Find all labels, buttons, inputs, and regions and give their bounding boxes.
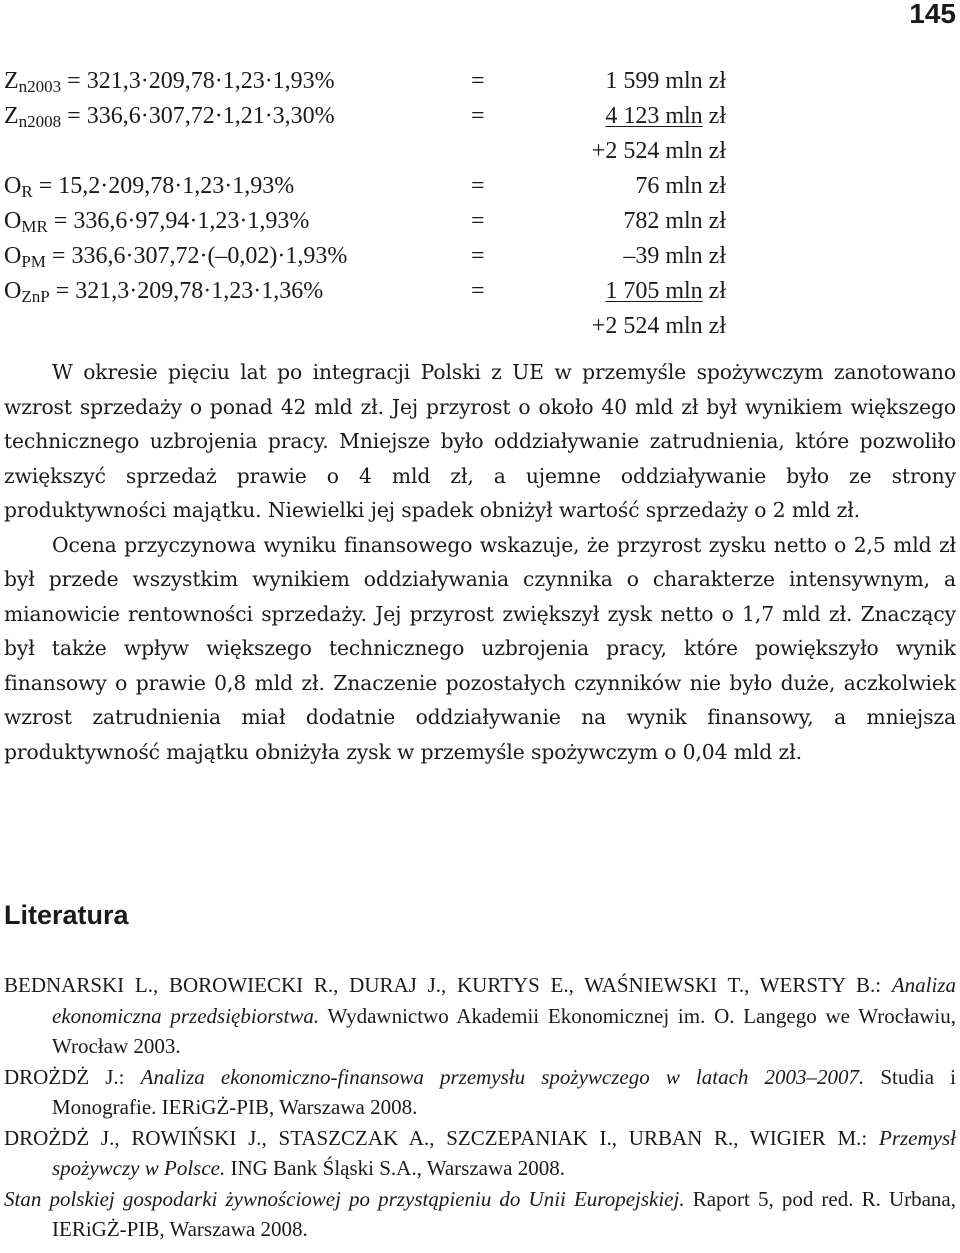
equation-subscript: n2008 [18, 112, 62, 131]
reference-title: Przemysł spożywczy w Polsce. [52, 1125, 956, 1180]
equation-symbol: O [4, 173, 22, 199]
reference-item [4, 1184, 956, 1245]
equation-result [592, 309, 726, 344]
equation-expression: = 336,6·97,94·1,23·1,93% [47, 208, 310, 234]
equation-symbol: Z [4, 68, 19, 94]
equals-sign: = [471, 68, 485, 94]
equation-result [592, 134, 726, 169]
equation-result [623, 239, 726, 274]
equation-row [4, 204, 764, 239]
equation-lhs [4, 204, 309, 244]
equation-result [605, 64, 726, 99]
equals-sign: = [471, 278, 485, 304]
reference-authors: DROŻDŻ J., ROWIŃSKI J., STASZCZAK A., SZCZEPANIAK I., URBAN R., WIGIER M.: [4, 1125, 879, 1150]
equation-expression: = 321,3·209,78·1,23·1,36% [49, 278, 324, 304]
equation-row [4, 99, 764, 134]
result-value: +2 524 mln [591, 138, 703, 164]
equation-expression: = 321,3·209,78·1,23·1,93% [61, 68, 335, 94]
equation-subscript: ZnP [21, 287, 50, 306]
reference-title: Analiza ekonomiczna przedsiębiorstwa. [52, 973, 956, 1028]
result-unit: zł [702, 278, 726, 304]
equals-sign: = [471, 173, 485, 199]
equation-expression: = 336,6·307,72·(–0,02)·1,93% [45, 243, 348, 269]
equals-sign: = [471, 208, 485, 234]
reference-details: Raport 5, pod red. R. Urbana, IERiGŻ-PIB, Warszawa 2008. [52, 1186, 956, 1241]
equation-result [605, 274, 726, 309]
result-unit: zł [702, 68, 726, 94]
result-unit: zł [702, 208, 726, 234]
result-value: –39 mln [623, 243, 703, 269]
equation-row [4, 134, 764, 169]
equation-row [4, 64, 764, 99]
reference-authors: BEDNARSKI L., BOROWIECKI R., DURAJ J., KURTYS E., WAŚNIEWSKI T., WERSTY B.: [4, 973, 892, 997]
equation-subscript: MR [21, 217, 48, 236]
result-value: 4 123 mln [605, 103, 703, 129]
reference-item [4, 1062, 956, 1123]
equation-row [4, 274, 764, 309]
result-unit: zł [702, 103, 726, 129]
equation-expression: = 336,6·307,72·1,21·3,30% [61, 103, 335, 129]
equation-expression: = 15,2·209,78·1,23·1,93% [32, 173, 295, 199]
literature-heading: Literatura [4, 900, 129, 930]
result-unit: zł [702, 313, 726, 339]
paragraph: W okresie pięciu lat po integracji Polski z UE w przemyśle spożywczym zanotowano wzrost sprzedaży o ponad 42 mld zł. Jej przyrost o około 40 mld zł był wynikiem większego technicznego uzbrojenia pracy. Mniejsze było oddziaływanie zatrudnienia, które pozwoliło zwiększyć sprzedaż prawie o 4 mld zł, a ujemne oddziaływanie było ze strony produktywności majątku. Niewielki jej spadek obniżył wartość sprzedaży o 2 mld zł. [4, 360, 956, 522]
result-unit: zł [702, 173, 726, 199]
equals-sign: = [471, 243, 485, 269]
equation-symbol: O [4, 208, 22, 234]
paragraph: Ocena przyczynowa wyniku finansowego wskazuje, że przyrost zysku netto o 2,5 mld zł był przede wszystkim wynikiem oddziaływania czynnika o charakterze intensywnym, a mianowicie rentowności sprzedaży. Jej przyrost zwiększył zysk netto o 1,7 mld zł. Znaczący był także wpływ większego technicznego uzbrojenia pracy, które powiększyło wynik finansowy o prawie 0,8 mld zł. Znaczenie pozostałych czynników nie było duże, aczkolwiek wzrost zatrudnienia miał dodatnie oddziaływanie na wynik finansowy, a mniejsza produktywność majątku obniżyła zysk w przemyśle spożywczym o 0,04 mld zł. [4, 532, 956, 764]
equation-row [4, 169, 764, 204]
reference-item [4, 970, 956, 1062]
reference-title: Analiza ekonomiczno-finansowa przemysłu spożywczego w latach 2003–2007. [140, 1064, 865, 1089]
equation-lhs [4, 169, 294, 209]
equation-row [4, 239, 764, 274]
body-text [4, 355, 956, 769]
result-value: 782 mln [623, 208, 703, 234]
equation-lhs [4, 274, 323, 314]
equation-subscript: PM [21, 252, 46, 271]
equation-symbol: O [4, 243, 22, 269]
equation-symbol: Z [4, 103, 19, 129]
reference-details: Wydawnictwo Akademii Ekonomicznej im. O. Langego we Wrocławiu, Wrocław 2003. [52, 1003, 956, 1058]
equation-subscript: n2003 [18, 77, 62, 96]
equation-result [623, 204, 726, 239]
result-unit: zł [702, 243, 726, 269]
equation-result [605, 99, 726, 134]
reference-item [4, 1123, 956, 1184]
equation-result [635, 169, 726, 204]
result-value: 1 599 mln [605, 68, 703, 94]
reference-title: Stan polskiej gospodarki żywnościowej po przystąpieniu do Unii Europejskiej. [4, 1186, 685, 1211]
equation-subscript: R [21, 182, 33, 201]
result-value: +2 524 mln [591, 313, 703, 339]
page-number: 145 [909, 0, 956, 29]
reference-details: ING Bank Śląski S.A., Warszawa 2008. [225, 1156, 565, 1180]
equation-symbol: O [4, 278, 22, 304]
reference-details: Studia i Monografie. IERiGŻ-PIB, Warszawa 2008. [52, 1064, 956, 1119]
reference-authors: DROŻDŻ J.: [4, 1064, 141, 1089]
result-unit: zł [702, 138, 726, 164]
result-value: 76 mln [635, 173, 703, 199]
result-value: 1 705 mln [605, 278, 703, 304]
equation-lhs [4, 64, 335, 104]
equation-block [4, 64, 764, 344]
equation-lhs [4, 99, 335, 139]
equation-row [4, 309, 764, 344]
equals-sign: = [471, 103, 485, 129]
equation-lhs [4, 239, 347, 279]
reference-list [4, 970, 956, 1245]
